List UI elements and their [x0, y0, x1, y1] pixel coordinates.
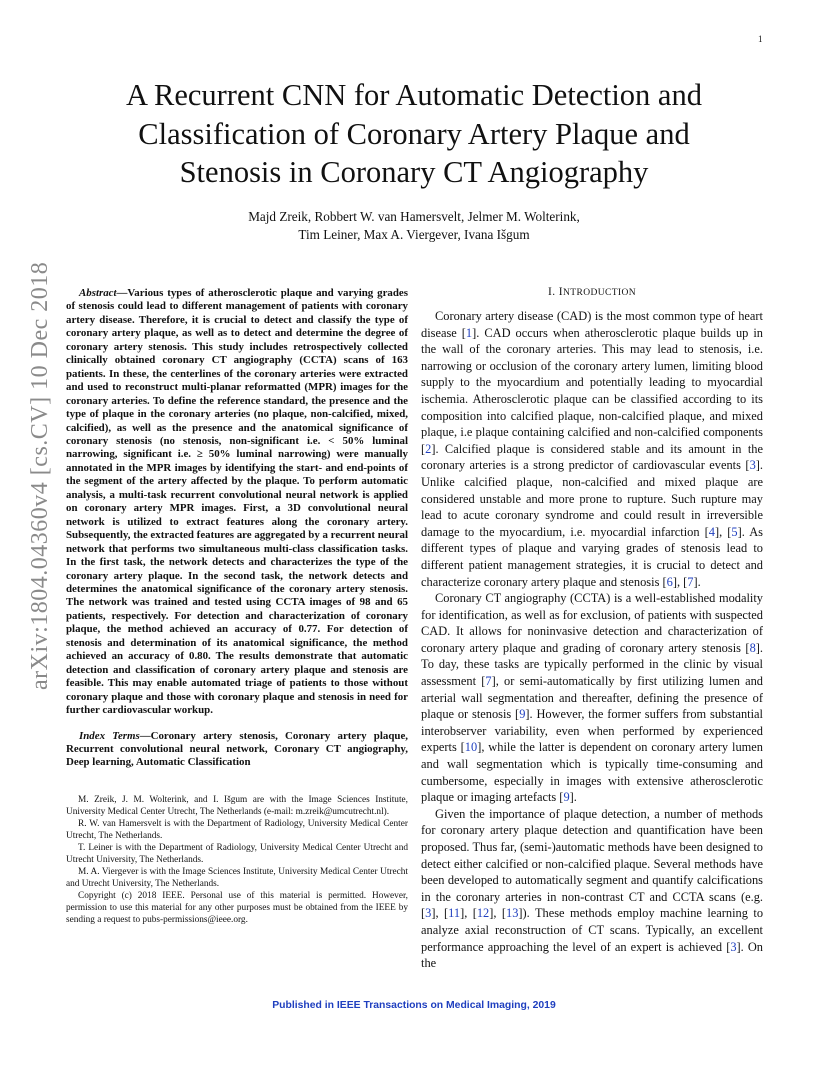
intro-paragraph: [421, 590, 763, 806]
author-list: [60, 208, 768, 244]
introduction-body: [421, 308, 763, 972]
paragraph-text: Coronary artery disease (CAD) is the most common type of heart disease [: [421, 309, 763, 340]
paragraph-text: ]). These methods employ machine learning to analyze axial reconstruction of CT scans. Typically, an excellent performance approaching the level of an expert is achieved [: [421, 906, 764, 954]
intro-paragraph: [421, 308, 763, 590]
copyright-notice: Copyright (c) 2018 IEEE. Personal use of this material is permitted. However, permission to use this material for any other purposes must be obtained from the IEEE by sending a request to pubs-permissions@ieee.org.: [66, 891, 408, 926]
citation-link[interactable]: 8: [749, 640, 756, 655]
title-line: Classification of Coronary Artery Plaque and: [138, 116, 690, 151]
title-line: A Recurrent CNN for Automatic Detection and: [126, 78, 702, 112]
citation-link[interactable]: 11: [448, 906, 461, 921]
page-number: 1: [758, 34, 763, 44]
section-initial: I: [558, 286, 563, 298]
paragraph-text: ], [: [489, 906, 507, 921]
citation-link[interactable]: 13: [506, 906, 519, 921]
paragraph-text: ]. Unlike calcified plaque, non-calcified and mixed plaque are considered unstable and more prone to rupture. Such rupture may lead to acute coronary syndrome and could result in irreversible damage to the myocardium, i.e. myocardial infarction [: [421, 458, 763, 539]
paragraph-text: ], while the latter is dependent on coronary artery lumen and wall segmentation which is typically time-consuming and cumbersome, especially in images with extensive atherosclerotic plaque or imaging artefacts [: [421, 740, 763, 805]
paragraph-text: ], or semi-automatically by first utilizing lumen and arterial wall segmentation and thereafter, defining the presence of plaque or stenosis [: [421, 674, 763, 722]
footnote: M. Zreik, J. M. Wolterink, and I. Išgum are with the Image Sciences Institute, University Medical Center Utrecht, The Netherlands (e-mail: m.zreik@umcutrecht.nl).: [66, 794, 408, 817]
citation-link[interactable]: 7: [687, 574, 694, 589]
citation-link[interactable]: 12: [476, 906, 490, 921]
paragraph-text: Given the importance of plaque detection, a number of methods for coronary artery plaque detection and quantification have been proposed. Thus far, (semi-)automatic methods have been designed to detect either calcified or non-calcified plaque. Several methods have been developed to automatically segment and quantify calcifications in the coronary arteries in non-contrast CT and CCTA scans (e.g. [: [421, 806, 763, 921]
paragraph-text: ], [: [672, 574, 688, 589]
abstract: [66, 287, 408, 718]
author-line: Majd Zreik, Robbert W. van Hamersvelt, Jelmer M. Wolterink,: [248, 208, 580, 224]
citation-link[interactable]: 3: [730, 939, 737, 954]
right-column: [421, 283, 763, 972]
abstract-label: Abstract: [79, 287, 117, 299]
citation-link[interactable]: 5: [731, 524, 738, 539]
footnote: R. W. van Hamersvelt is with the Department of Radiology, University Medical Center Utrecht, The Netherlands.: [66, 818, 408, 841]
footnote: M. A. Viergever is with the Image Sciences Institute, University Medical Center Utrecht and Utrecht University, The Netherlands.: [66, 867, 408, 890]
citation-link[interactable]: 9: [519, 707, 526, 722]
citation-link[interactable]: 3: [425, 906, 432, 921]
title-block: [60, 76, 768, 244]
citation-link[interactable]: 9: [563, 790, 570, 805]
section-heading-introduction: [421, 286, 763, 298]
paragraph-text: ]. As different types of plaque and varying grades of stenosis lead to different patient management strategies, it is crucial to detect and characterize coronary artery plaque and stenosis [: [421, 524, 763, 589]
paragraph-text: ], [: [431, 906, 449, 921]
citation-link[interactable]: 2: [425, 441, 432, 456]
intro-paragraph: [421, 806, 763, 972]
paragraph-text: ], [: [714, 524, 732, 539]
author-line: Tim Leiner, Max A. Viergever, Ivana Išgum: [298, 226, 530, 242]
citation-link[interactable]: 4: [708, 524, 715, 539]
paragraph-text: ]. However, the former suffers from substantial interobserver variability, even when performed by experienced experts [: [421, 707, 763, 755]
footnote: T. Leiner is with the Department of Radiology, University Medical Center Utrecht and Utrecht University, The Netherlands.: [66, 843, 408, 866]
paragraph-text: ]. Calcified plaque is considered stable and its amount in the coronary arteries is a strong predictor of cardiovascular events [: [421, 441, 763, 473]
section-numeral: I.: [547, 286, 559, 298]
citation-link[interactable]: 1: [465, 325, 473, 340]
paragraph-text: ]. CAD occurs when atherosclerotic plaque builds up in the wall of the coronary arteries. This may lead to stenosis, i.e. narrowing or occlusion of the coronary artery lumen, limiting blood supply to the myocardium and potentially leading to myocardial ischemia. Atherosclerotic plaque can be classified according to its composition into calcified plaque, non-calcified plaque, and mixed plaque, i.e plaque containing calcified and non-calcified components [: [421, 325, 763, 456]
section-title-rest: NTRODUCTION: [563, 288, 637, 298]
paragraph-text: ], [: [460, 906, 477, 921]
paragraph-text: ].: [693, 574, 701, 589]
index-terms-text: —Coronary artery stenosis, Coronary artery plaque, Recurrent convolutional neural network, Coronary CT angiography, Deep learning, Automatic Classification: [66, 729, 408, 769]
left-column: [66, 283, 408, 926]
paragraph-text: ].: [569, 790, 577, 805]
citation-link[interactable]: 7: [485, 674, 492, 689]
citation-link[interactable]: 10: [464, 740, 478, 755]
arxiv-identifier-stamp[interactable]: arXiv:1804.04360v4 [cs.CV] 10 Dec 2018: [27, 261, 53, 690]
paper-title: [60, 76, 768, 192]
publication-footer[interactable]: Published in IEEE Transactions on Medical Imaging, 2019: [272, 1000, 556, 1011]
title-line: Stenosis in Coronary CT Angiography: [179, 155, 649, 189]
index-terms-label: Index Terms: [79, 729, 140, 742]
author-footnotes: [66, 794, 408, 927]
paragraph-text: ]. To day, these tasks are typically performed in the clinic by visual assessment [: [421, 640, 763, 689]
citation-link[interactable]: 3: [749, 458, 756, 473]
index-terms: [66, 730, 408, 770]
paragraph-text: Coronary CT angiography (CCTA) is a well-established modality for identification, as well as for exclusion, of patients with suspected CAD. It allows for noninvasive detection and characterization of coronary artery plaque and grading of coronary artery stenosis [: [421, 591, 763, 655]
paragraph-text: ]. On the: [421, 939, 763, 971]
abstract-text: —Various types of atherosclerotic plaque and varying grades of stenosis could lead to different management of patients with coronary artery disease. Therefore, it is crucial to detect and classify the type of coronary artery plaque, as well as to detect and determine the degree of coronary artery stenosis. This study includes retrospectively collected clinically obtained coronary CT angiography (CCTA) scans of 163 patients. In these, the centerlines of the coronary arteries were extracted and used to reconstruct multi-planar reformatted (MPR) images for the coronary arteries. To define the reference standard, the presence and the type of plaque in the coronary arteries (no plaque, non-calcified, mixed, calcified), as well as the presence and the anatomical significance of coronary stenosis (no stenosis, non-significant i.e. < 50% luminal narrowing, significant i.e. ≥ 50% luminal narrowing) were manually annotated in the MPR images by identifying the start- and end-points of the segment of the artery affected by the plaque. To perform automatic analysis, a multi-task recurrent convolutional neural network is applied on coronary artery MPR images. First, a 3D convolutional neural network is utilized to extract features along the coronary artery. Subsequently, the extracted features are aggregated by a recurrent neural network that performs two simultaneous multi-class classification tasks. In the first task, the network detects and characterizes the type of the coronary artery plaque. In the second task, the network detects and determines the anatomical significance of the coronary artery stenosis. The network was trained and tested using CCTA images of 98 and 65 patients, respectively. For detection and characterization of coronary plaque, the method achieved an accuracy of 0.77. For detection of stenosis and determination of its anatomical significance, the method achieved an accuracy of 0.80. The results demonstrate that automatic detection and classification of coronary artery plaque and stenosis are feasible. This may enable automated triage of patients to those without coronary plaque and those with coronary plaque and stenosis in need for further cardiovascular workup.: [66, 287, 409, 717]
citation-link[interactable]: 6: [666, 574, 673, 589]
